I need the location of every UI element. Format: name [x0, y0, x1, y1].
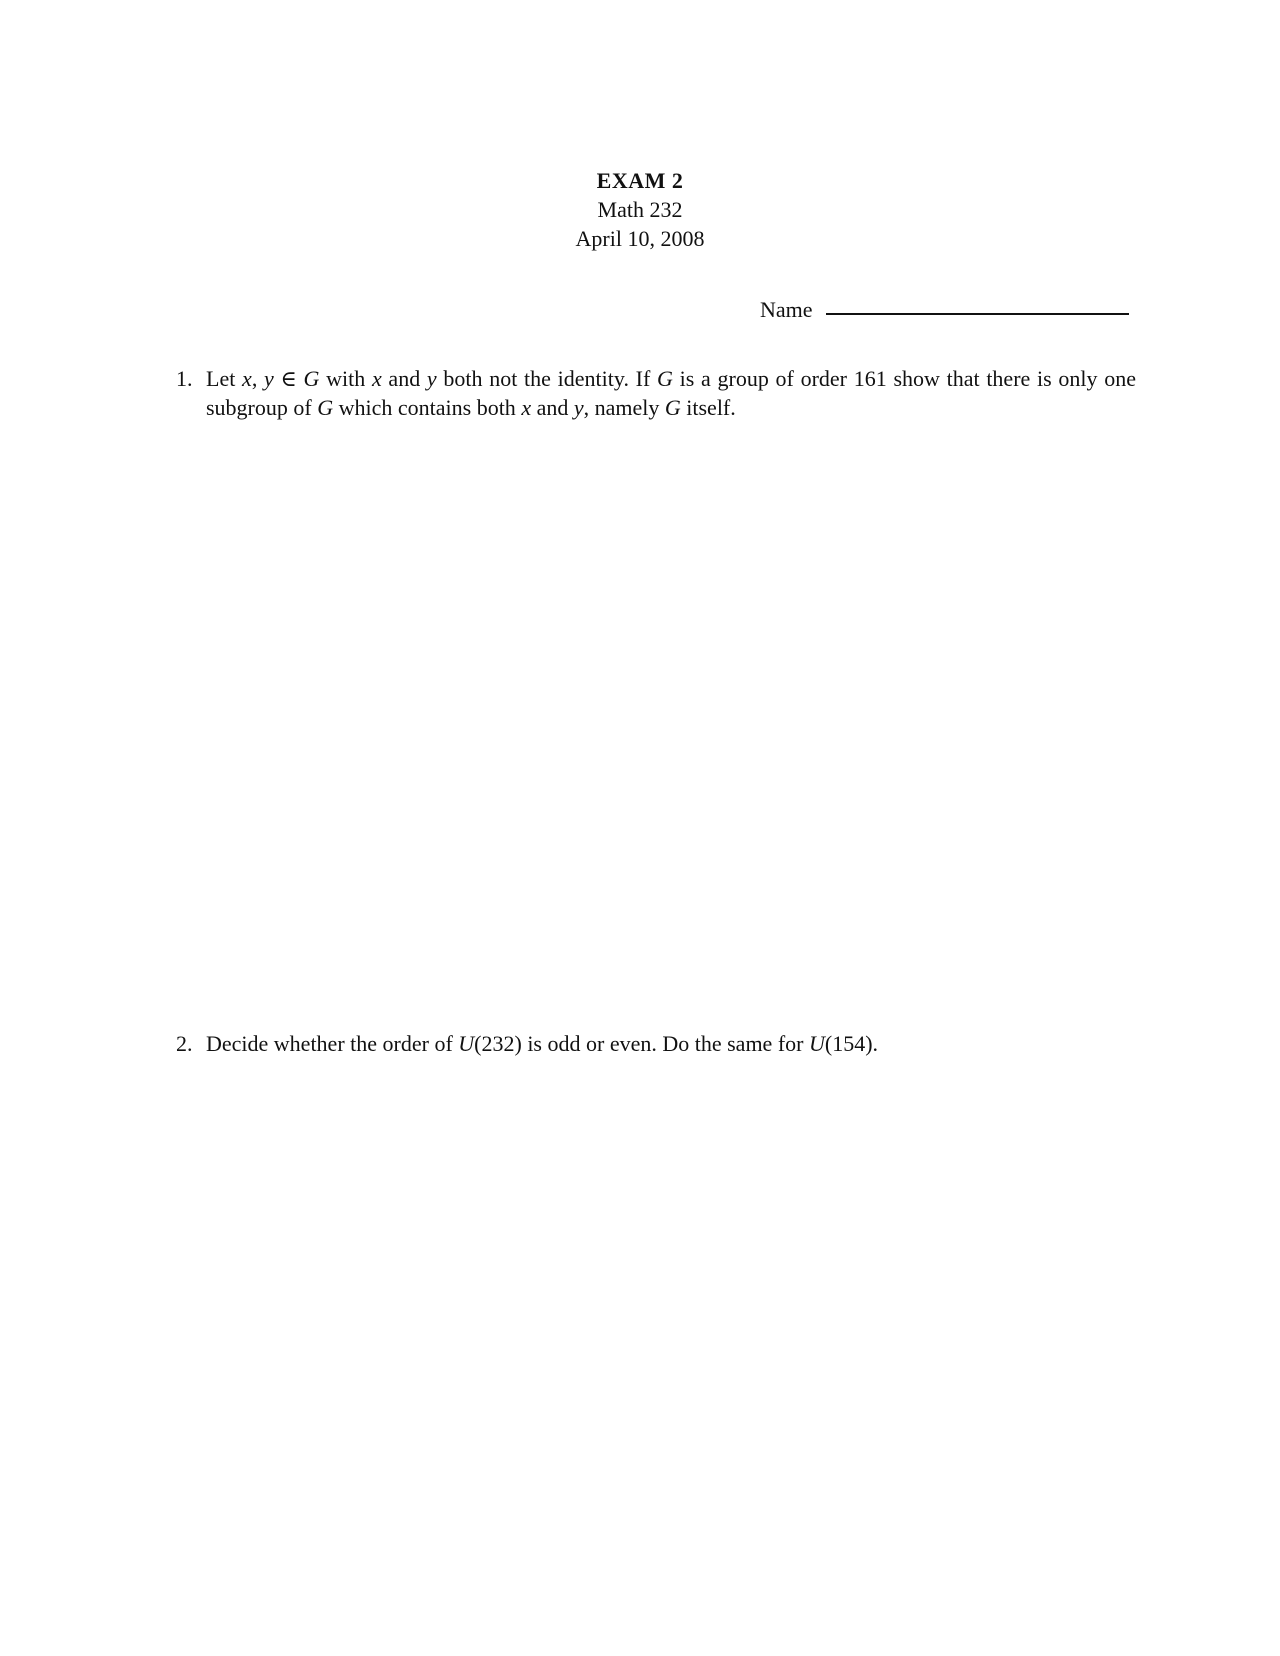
math-var: G: [317, 395, 334, 420]
exam-title: EXAM 2: [596, 168, 684, 193]
problem-number: 1.: [176, 366, 193, 391]
text-run: with: [319, 366, 372, 391]
problem-text: [206, 1029, 1136, 1058]
math-var: y: [426, 366, 437, 391]
math-var: x: [371, 366, 382, 391]
math-var: G: [657, 366, 673, 391]
text-run: ∈: [273, 366, 304, 391]
course-name: Math 232: [597, 197, 683, 222]
problem-1: [176, 364, 1136, 422]
math-var: G: [664, 395, 681, 420]
math-var: x: [521, 395, 532, 420]
text-run: and: [381, 366, 427, 391]
math-var: U: [808, 1031, 825, 1056]
text-run: and: [531, 395, 574, 420]
text-run: both not the identity. If: [436, 366, 658, 391]
math-var: G: [303, 366, 320, 391]
name-label: Name: [760, 297, 813, 322]
exam-header: [0, 166, 1280, 253]
text-run: which contains both: [333, 395, 522, 420]
name-field[interactable]: [760, 296, 1130, 326]
exam-date: April 10, 2008: [575, 226, 705, 251]
text-run: ,: [251, 366, 265, 391]
text-run: , namely: [583, 395, 665, 420]
problem-2: [176, 1029, 1136, 1058]
name-underline[interactable]: [826, 313, 1129, 315]
text-run: itself.: [680, 395, 736, 420]
problem-number: 2.: [176, 1031, 193, 1056]
text-run: is a group of order 161 show that there is only one subgroup of: [206, 366, 1136, 420]
text-run: Let: [206, 366, 243, 391]
problem-text: [206, 364, 1136, 422]
math-var: x: [242, 366, 252, 391]
math-var: y: [264, 366, 274, 391]
math-var: U: [458, 1031, 475, 1056]
text-run: (154).: [824, 1031, 879, 1056]
text-run: Decide whether the order of: [206, 1031, 459, 1056]
math-var: y: [573, 395, 584, 420]
text-run: (232) is odd or even. Do the same for: [474, 1031, 809, 1056]
